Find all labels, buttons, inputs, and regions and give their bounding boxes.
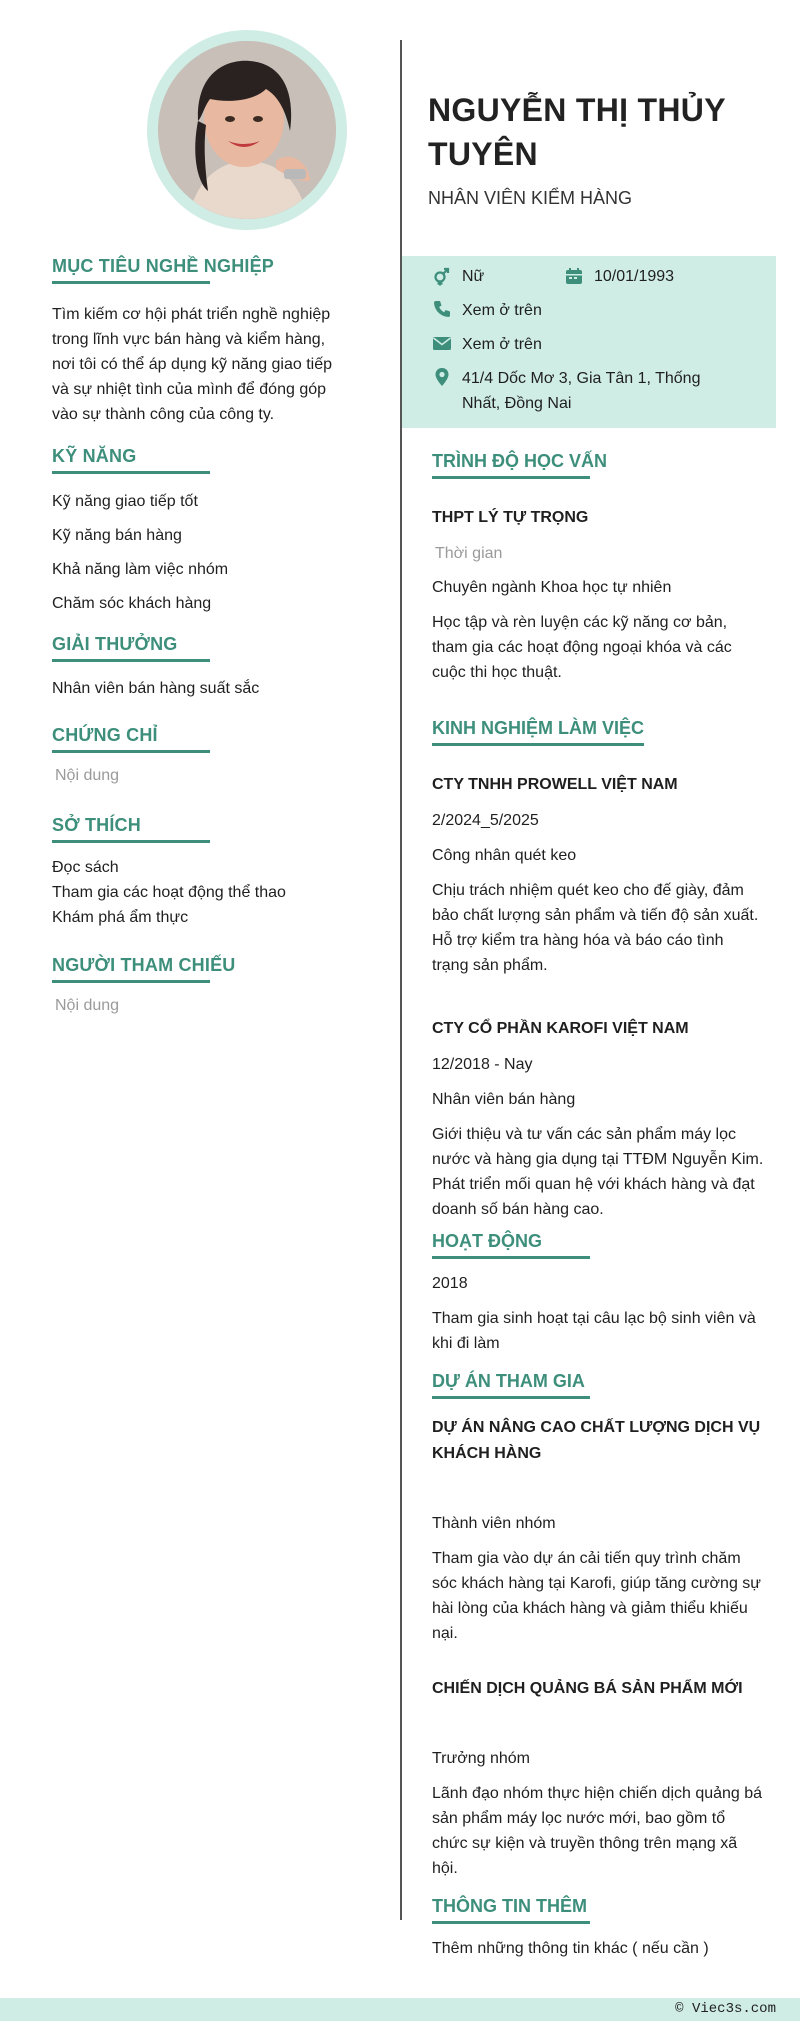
project-description: Tham gia vào dự án cải tiến quy trình chăm sóc khách hàng tại Karofi, giúp tăng cường sự hài lòng của khách hàng và giảm thiểu khiếu nại. — [432, 1550, 761, 1642]
calendar-icon — [564, 266, 584, 286]
job-company: CTY TNHH PROWELL VIỆT NAM — [432, 776, 678, 793]
project-description: Lãnh đạo nhóm thực hiện chiến dịch quảng bá sản phẩm máy lọc nước mới, bao gồm tổ chức sự kiện và truyền thông trên mạng xã hội. — [432, 1785, 763, 1877]
project-entry — [432, 1415, 764, 1646]
avatar — [158, 41, 336, 219]
project-entry — [432, 1676, 764, 1881]
project-role: Thành viên nhóm — [432, 1515, 556, 1532]
hobbies-title: SỞ THÍCH — [52, 815, 210, 843]
job-description: Giới thiệu và tư vấn các sản phẩm máy lọc nước và hàng gia dụng tại TTĐM Nguyễn Kim. Phát triển mối quan hệ với khách hàng và đạt doanh số bán hàng cao. — [432, 1126, 764, 1218]
skill-item: Kỹ năng bán hàng — [52, 527, 182, 544]
candidate-position: NHÂN VIÊN KIỂM HÀNG — [428, 188, 633, 208]
education-section — [432, 451, 764, 685]
objective-title: MỤC TIÊU NGHỀ NGHIỆP — [52, 256, 210, 284]
footer-bar — [0, 1998, 800, 2021]
projects-section — [432, 1371, 764, 1881]
education-time: Thời gian — [435, 545, 503, 562]
references-section — [52, 955, 352, 1015]
references-placeholder: Nội dung — [55, 997, 120, 1014]
additional-title: THÔNG TIN THÊM — [432, 1896, 590, 1924]
experience-title: KINH NGHIỆM LÀM VIỆC — [432, 718, 644, 746]
references-title: NGƯỜI THAM CHIẾU — [52, 955, 210, 983]
additional-section — [432, 1896, 764, 1961]
certificates-section — [52, 725, 352, 785]
birthdate-value: 10/01/1993 — [594, 268, 675, 285]
gender-value: Nữ — [462, 268, 485, 285]
activities-title: HOẠT ĐỘNG — [432, 1231, 590, 1259]
mail-icon — [432, 333, 452, 353]
awards-section — [52, 634, 352, 701]
award-item: Nhân viên bán hàng suất sắc — [52, 680, 260, 697]
objective-text: Tìm kiếm cơ hội phát triển nghề nghiệp trong lĩnh vực bán hàng và kiểm hàng, nơi tôi có thể áp dụng kỹ năng giao tiếp và sự nhiệt tình của mình để đóng góp vào sự thành công của công ty. — [52, 306, 333, 423]
experience-section — [432, 718, 764, 1222]
phone-icon — [432, 299, 452, 319]
hobby-item: Tham gia các hoạt động thể thao — [52, 884, 286, 901]
activity-year: 2018 — [432, 1275, 468, 1292]
email-value: Xem ở trên — [462, 336, 542, 353]
job-period: 12/2018 - Nay — [432, 1056, 533, 1073]
skill-item: Chăm sóc khách hàng — [52, 595, 212, 612]
project-name: DỰ ÁN NÂNG CAO CHẤT LƯỢNG DỊCH VỤ KHÁCH HÀNG — [432, 1419, 761, 1462]
project-role: Trưởng nhóm — [432, 1750, 530, 1767]
skills-title: KỸ NĂNG — [52, 446, 210, 474]
certificates-placeholder: Nội dung — [55, 767, 120, 784]
job-description: Chịu trách nhiệm quét keo cho đế giày, đảm bảo chất lượng sản phẩm và tiến độ sản xuất. Hỗ trợ kiểm tra hàng hóa và báo cáo tình trạng sản phẩm. — [432, 882, 759, 974]
skills-section — [52, 446, 352, 628]
footer-copyright: © Viec3s.com — [675, 2001, 776, 2017]
candidate-name: NGUYỄN THỊ THỦY TUYÊN — [428, 92, 726, 172]
hobby-item: Đọc sách — [52, 859, 119, 876]
job-company: CTY CỔ PHẦN KAROFI VIỆT NAM — [432, 1020, 689, 1037]
projects-title: DỰ ÁN THAM GIA — [432, 1371, 590, 1399]
school-name: THPT LÝ TỰ TRỌNG — [432, 509, 589, 526]
education-major: Chuyên ngành Khoa học tự nhiên — [432, 579, 672, 596]
hobby-item: Khám phá ẩm thực — [52, 909, 189, 926]
project-name: CHIẾN DỊCH QUẢNG BÁ SẢN PHẨM MỚI — [432, 1680, 743, 1697]
gender-icon — [432, 266, 452, 286]
location-icon — [432, 367, 452, 387]
education-description: Học tập và rèn luyện các kỹ năng cơ bản, tham gia các hoạt động ngoại khóa và các cuộc thi học thuật. — [432, 614, 732, 681]
job-role: Nhân viên bán hàng — [432, 1091, 576, 1108]
objective-section — [52, 256, 352, 427]
avatar-frame — [147, 30, 347, 230]
job-entry — [432, 772, 764, 978]
activity-description: Tham gia sinh hoạt tại câu lạc bộ sinh viên và khi đi làm — [432, 1310, 756, 1352]
job-entry — [432, 1016, 764, 1222]
certificates-title: CHỨNG CHỈ — [52, 725, 210, 753]
skill-item: Kỹ năng giao tiếp tốt — [52, 493, 198, 510]
activities-section — [432, 1231, 764, 1356]
skill-item: Khả năng làm việc nhóm — [52, 561, 229, 578]
additional-text: Thêm những thông tin khác ( nếu cần ) — [432, 1940, 709, 1957]
phone-value: Xem ở trên — [462, 302, 542, 319]
awards-title: GIẢI THƯỞNG — [52, 634, 210, 662]
education-title: TRÌNH ĐỘ HỌC VẤN — [432, 451, 590, 479]
job-role: Công nhân quét keo — [432, 847, 577, 864]
hobbies-section — [52, 815, 352, 930]
avatar-photo — [158, 41, 336, 219]
contact-panel — [402, 256, 776, 428]
address-value: 41/4 Dốc Mơ 3, Gia Tân 1, Thống Nhất, Đồng Nai — [462, 370, 701, 412]
job-period: 2/2024_5/2025 — [432, 812, 539, 829]
